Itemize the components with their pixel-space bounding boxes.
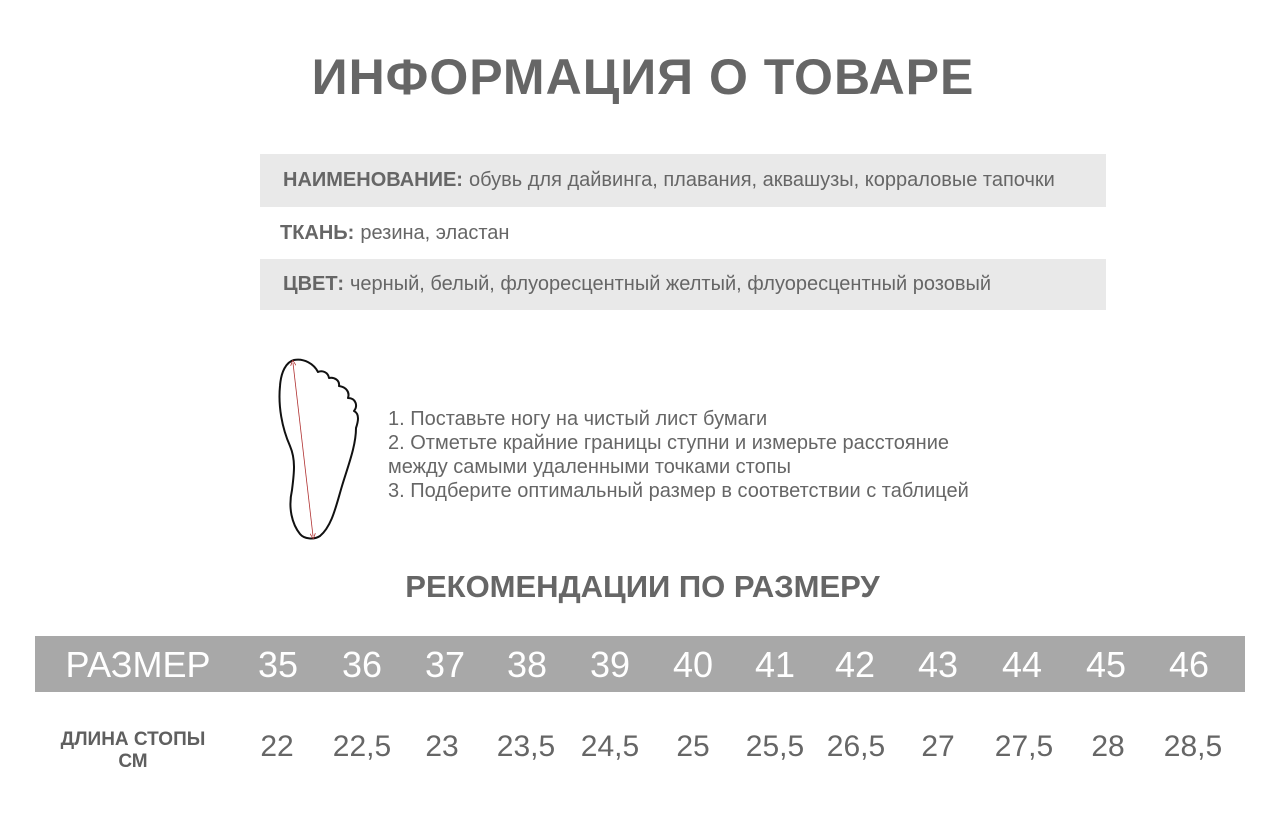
length-cell: 28 bbox=[1091, 730, 1125, 763]
size-cell-44: 44 bbox=[1001, 644, 1043, 685]
size-header-row bbox=[35, 636, 1245, 692]
size-cell-45: 45 bbox=[1085, 644, 1127, 685]
length-cell: 25,5 bbox=[745, 730, 805, 763]
size-table-title: РЕКОМЕНДАЦИИ ПО РАЗМЕРУ bbox=[405, 569, 880, 604]
size-cell-41: 41 bbox=[754, 644, 796, 685]
measurement-instructions bbox=[388, 407, 969, 503]
instruction-line: 1. Поставьте ногу на чистый лист бумаги bbox=[388, 408, 768, 430]
instruction-line: между самыми удаленными точками стопы bbox=[388, 456, 791, 478]
size-cell-40: 40 bbox=[672, 644, 714, 685]
size-cell-39: 39 bbox=[589, 644, 631, 685]
info-value-color: черный, белый, флуоресцентный желтый, флуоресцентный розовый bbox=[350, 273, 992, 295]
foot-outline-icon bbox=[276, 356, 366, 542]
instruction-line: 2. Отметьте крайние границы ступни и измерьте расстояние bbox=[388, 432, 950, 454]
length-cell: 24,5 bbox=[580, 730, 640, 763]
info-row-name bbox=[260, 154, 1106, 207]
length-row-label-line: СМ bbox=[118, 751, 148, 772]
length-cell: 23,5 bbox=[496, 730, 556, 763]
info-row-color bbox=[260, 259, 1106, 310]
instruction-line: 3. Подберите оптимальный размер в соответствии с таблицей bbox=[388, 480, 969, 502]
info-key-fabric: ТКАНЬ: bbox=[280, 221, 355, 244]
size-cell-36: 36 bbox=[341, 644, 383, 685]
length-cell: 22,5 bbox=[332, 730, 392, 763]
page-title: ИНФОРМАЦИЯ О ТОВАРЕ bbox=[311, 49, 975, 105]
info-value-name: обувь для дайвинга, плавания, аквашузы, корраловые тапочки bbox=[468, 169, 1055, 191]
size-cell-43: 43 bbox=[917, 644, 959, 685]
length-row-label-line: ДЛИНА СТОПЫ bbox=[60, 729, 206, 750]
size-cell-46: 46 bbox=[1168, 644, 1210, 685]
size-cell-35: 35 bbox=[257, 644, 299, 685]
length-cell: 27 bbox=[921, 730, 955, 763]
length-cell: 27,5 bbox=[994, 730, 1054, 763]
info-value-fabric: резина, эластан bbox=[360, 221, 510, 244]
foot-length-row bbox=[35, 712, 1245, 782]
length-cell: 23 bbox=[425, 730, 459, 763]
size-cell-38: 38 bbox=[506, 644, 548, 685]
length-cell: 22 bbox=[260, 730, 294, 763]
size-row-label: РАЗМЕР bbox=[65, 644, 211, 685]
size-cell-37: 37 bbox=[424, 644, 466, 685]
info-row-fabric bbox=[260, 207, 1106, 259]
size-cell-42: 42 bbox=[834, 644, 876, 685]
length-cell: 25 bbox=[676, 730, 710, 763]
info-key-color: ЦВЕТ: bbox=[283, 273, 345, 295]
info-key-name: НАИМЕНОВАНИЕ: bbox=[283, 169, 463, 191]
length-row-label bbox=[61, 729, 206, 773]
length-cell: 28,5 bbox=[1163, 730, 1223, 763]
length-cell: 26,5 bbox=[826, 730, 886, 763]
